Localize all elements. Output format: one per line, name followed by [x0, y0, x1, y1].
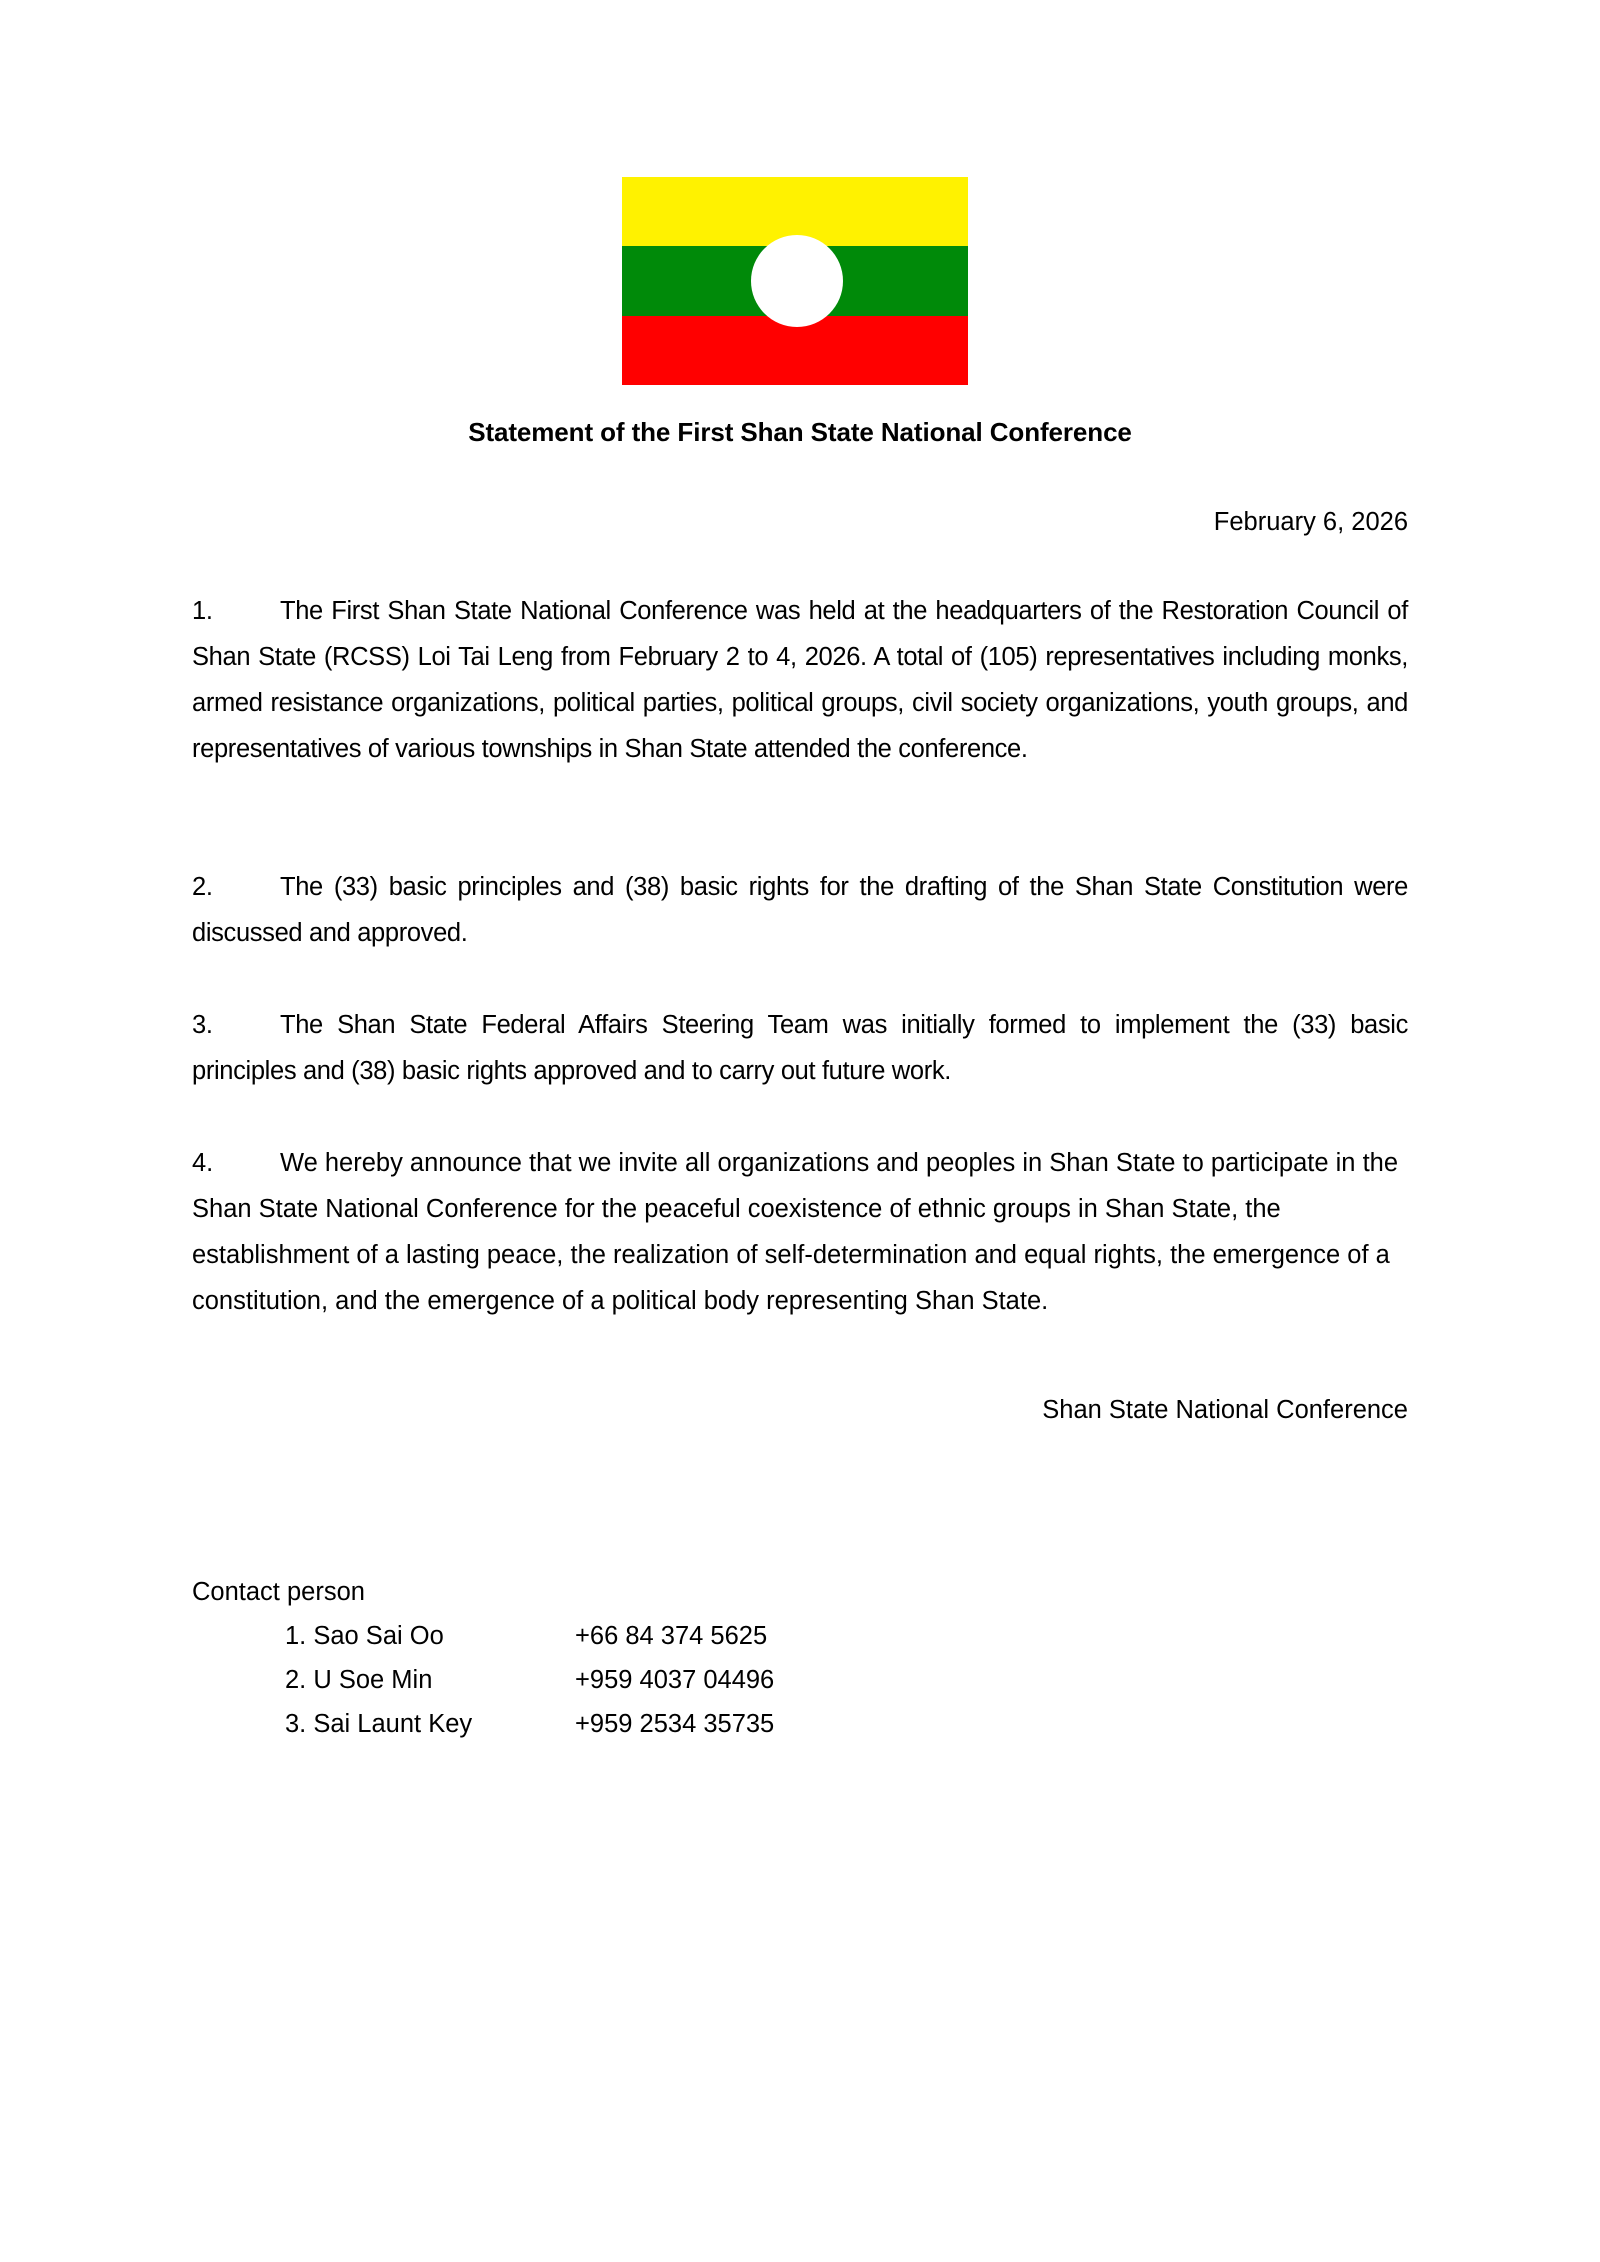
contact-heading: Contact person — [192, 1578, 365, 1606]
paragraph-3-number: 3. — [192, 1011, 213, 1039]
contact-phone: +959 4037 04496 — [575, 1666, 775, 1694]
paragraph-3-text: The Shan State Federal Affairs Steering Team was initially formed to implement the (33) basic principles and (38) basic rights approved and to carry out future work. — [192, 1011, 1408, 1085]
contact-row — [285, 1710, 875, 1754]
flag-graphic — [622, 177, 968, 385]
flag-white-circle-icon — [751, 235, 843, 327]
signature-line: Shan State National Conference — [1042, 1396, 1408, 1424]
paragraph-2 — [192, 864, 1408, 956]
contact-row — [285, 1666, 875, 1710]
contact-name: 1. Sao Sai Oo — [285, 1622, 444, 1650]
paragraph-2-number: 2. — [192, 873, 213, 901]
document-date: February 6, 2026 — [1213, 508, 1408, 536]
paragraph-4 — [192, 1140, 1408, 1324]
paragraph-4-number: 4. — [192, 1149, 214, 1177]
paragraph-4-text: We hereby announce that we invite all organizations and peoples in Shan State to participate in the Shan State National Conference for the peaceful coexistence of ethnic groups in Shan State, the establishment of a lasting peace, the realization of self-determination and equal rights, the emergence of a constitution, and the emergence of a political body representing Shan State. — [192, 1149, 1399, 1315]
contact-row — [285, 1622, 875, 1666]
paragraph-1 — [192, 588, 1408, 772]
contact-phone: +959 2534 35735 — [575, 1710, 775, 1738]
shan-state-flag-icon — [622, 177, 968, 385]
contact-name: 2. U Soe Min — [285, 1666, 433, 1694]
contact-list — [285, 1622, 875, 1754]
paragraph-3 — [192, 1002, 1408, 1094]
contact-name: 3. Sai Launt Key — [285, 1710, 473, 1738]
paragraph-1-number: 1. — [192, 597, 213, 625]
page-title: Statement of the First Shan State National Conference — [468, 417, 1132, 447]
paragraph-1-text: The First Shan State National Conference was held at the headquarters of the Restoration Council of Shan State (RCSS) Loi Tai Leng from February 2 to 4, 2026. A total of (105) representatives including monks, armed resistance organizations, political parties, political groups, civil society organizations, youth groups, and representatives of various townships in Shan State attended the conference. — [192, 597, 1408, 763]
paragraph-2-text: The (33) basic principles and (38) basic rights for the drafting of the Shan State Constitution were discussed and approved. — [192, 873, 1408, 947]
contact-phone: +66 84 374 5625 — [575, 1622, 768, 1650]
